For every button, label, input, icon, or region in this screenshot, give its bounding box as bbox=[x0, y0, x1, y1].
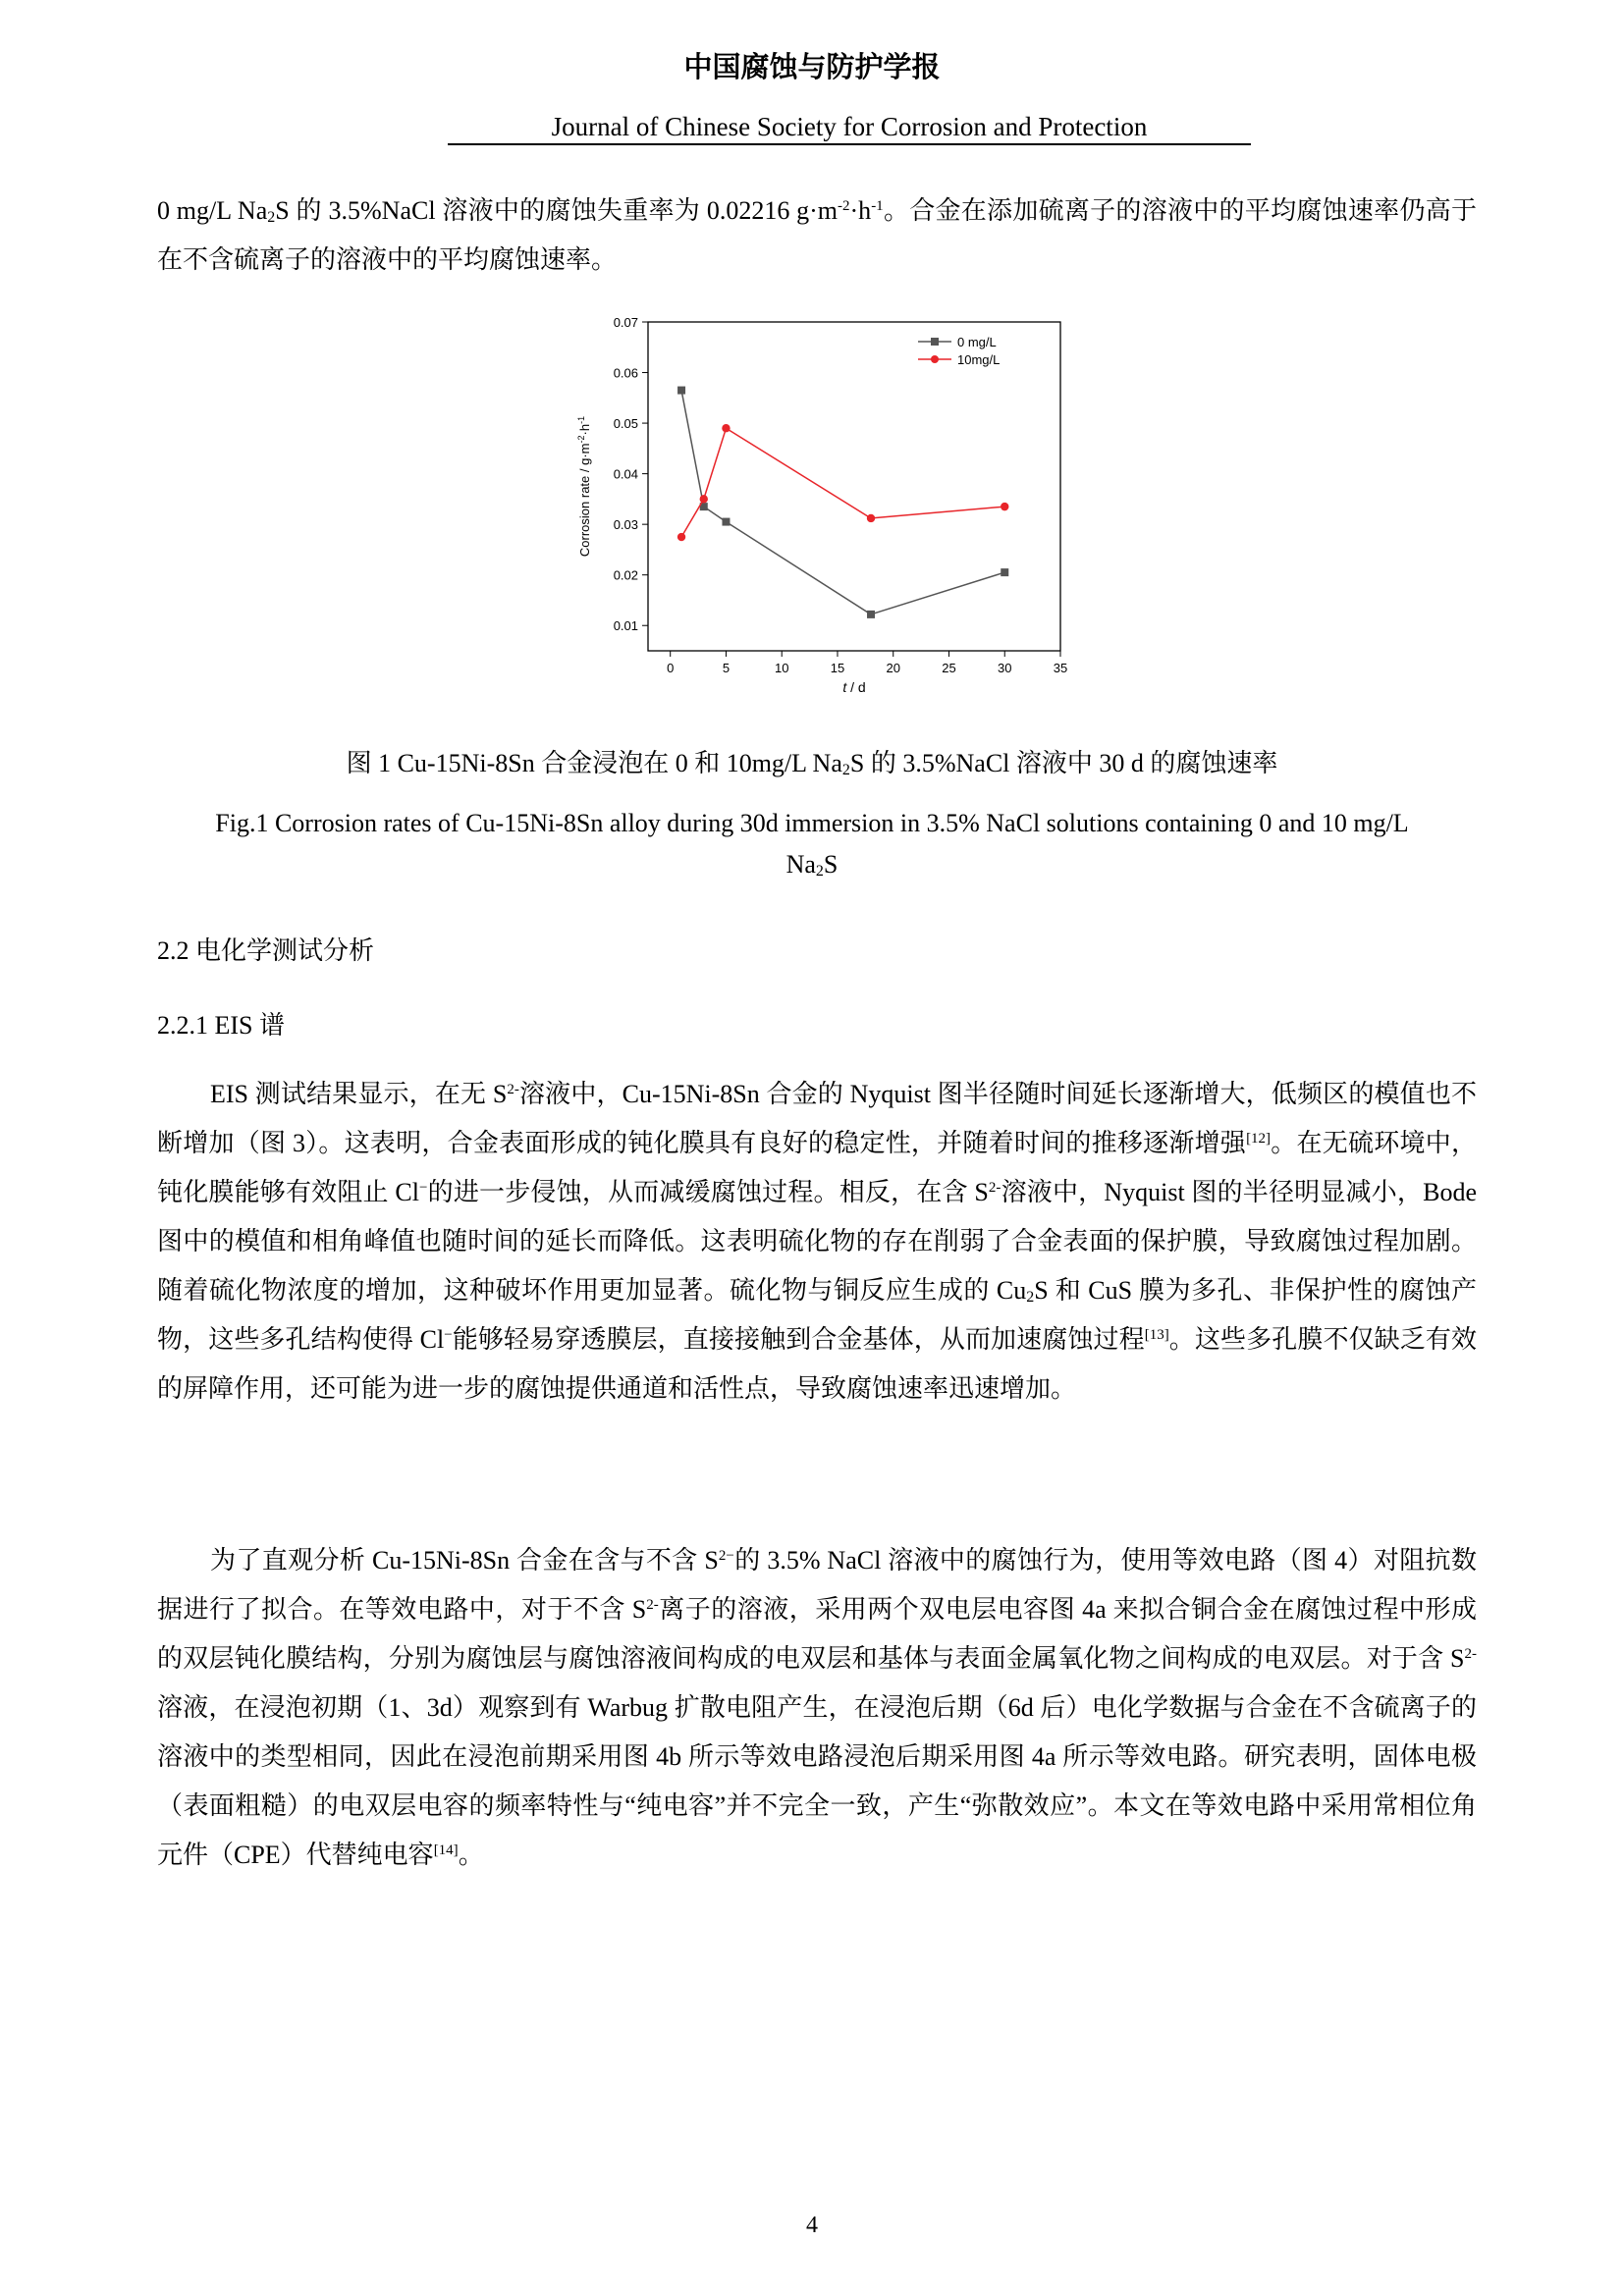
circuit-paragraph: 为了直观分析 Cu-15Ni-8Sn 合金在含与不含 $S^{2-}$的 3.5% NaCl 溶液中的腐蚀行为，使用等效电路（图 4）对阻抗数据进行了拟合。在等效电路中，对于不含 $S^{2-}$离子的溶液，采用两个双电层电容图 4a 来拟合铜合金在腐蚀过程中形成的双层钝化膜结构，分别为腐蚀层与腐蚀溶液间构成的电双层和基体与表面金属氧化物之间构成的电双层。对于含 $S^{2-}$溶液，在浸泡初期（1、3d）观察到有 Warbug 扩散电阻产生，在浸泡后期（6d 后）电化学数据与合金在不含硫离子的溶液中的类型相同，因此在浸泡前期采用图 4b 所示等效电路浸泡后期采用图 4a 所示等效电路。研究表明，固体电极（表面粗糙）的电双层电容的频率特性与“纯电容”并不完全一致，产生“弥散效应”。本文在等效电路中采用常相位角元件（CPE）代替纯电容[14]。 bbox=[157, 1546, 1477, 1869]
y-tick-label: 0.06 bbox=[613, 365, 638, 381]
legend-marker bbox=[931, 355, 939, 363]
legend-marker bbox=[931, 338, 939, 346]
figure-caption-en: Fig.1 Corrosion rates of Cu-15Ni-8Sn alloy during 30d immersion in 3.5% NaCl solutions containing 0 and 10 mg/L $Na_2S$ bbox=[215, 809, 1409, 880]
figure-caption-cn: 图 1 Cu-15Ni-8Sn 合金浸泡在 0 和 10mg/L $Na_2S$ 的 3.5%NaCl 溶液中 30 d 的腐蚀速率 bbox=[346, 749, 1278, 778]
y-tick-label: 0.05 bbox=[613, 416, 638, 432]
x-tick-label: 15 bbox=[830, 661, 845, 675]
eis-paragraph: EIS 测试结果显示，在无 $S^{2-}$溶液中，Cu-15Ni-8Sn 合金的 Nyquist 图半径随时间延长逐渐增大，低频区的模值也不断增加（图 3）。这表明，合金表面形成的钝化膜具有良好的稳定性，并随着时间的推移逐渐增强[12]。在无硫环境中，钝化膜能够有效阻止 Cl−的进一步侵蚀，从而减缓腐蚀过程。相反，在含 $S^{2-}$溶液中，Nyquist 图的半径明显减小，Bode 图中的模值和相角峰值也随时间的延长而降低。这表明硫化物的存在削弱了合金表面的保护膜，导致腐蚀过程加剧。随着硫化物浓度的增加，这种破坏作用更加显著。硫化物与铜反应生成的 $Cu_2S$ 和 CuS 膜为多孔、非保护性的腐蚀产物，这些多孔结构使得 Cl−能够轻易穿透膜层，直接接触到合金基体，从而加速腐蚀过程[13]。这些多孔膜不仅缺乏有效的屏障作用，还可能为进一步的腐蚀提供通道和活性点，导致腐蚀速率迅速增加。 bbox=[157, 1080, 1478, 1403]
y-tick-label: 0.04 bbox=[613, 466, 638, 482]
data-point bbox=[677, 533, 685, 541]
intro-paragraph: 0 mg/L $Na_2S$ 的 3.5%NaCl 溶液中的腐蚀失重率为 0.02216 $g\cdot m^{-2}\cdot h^{-1}$。合金在添加硫离子的溶液中的平均腐蚀速率仍高于在不含硫离子的溶液中的平均腐蚀速率。 bbox=[157, 196, 1477, 274]
series-line-0 bbox=[681, 391, 1004, 614]
page-number: 4 bbox=[806, 2213, 818, 2238]
data-point bbox=[867, 611, 875, 618]
x-axis-label: t / d bbox=[842, 679, 866, 695]
y-tick-label: 0.07 bbox=[613, 315, 638, 330]
x-tick-label: 30 bbox=[998, 661, 1012, 675]
section-heading-2-2-1: 2.2.1 EIS 谱 bbox=[157, 1011, 286, 1040]
data-point bbox=[867, 514, 875, 522]
x-tick-label: 10 bbox=[774, 661, 789, 675]
journal-title-cn: 中国腐蚀与防护学报 bbox=[683, 50, 941, 83]
journal-title-en: Journal of Chinese Society for Corrosion and Protection bbox=[448, 110, 1251, 145]
data-point bbox=[722, 424, 730, 432]
data-point bbox=[1001, 503, 1008, 510]
legend-label: 0 mg/L bbox=[957, 335, 997, 349]
x-tick-label: 5 bbox=[722, 661, 731, 675]
x-tick-label: 25 bbox=[942, 661, 956, 675]
data-point bbox=[700, 495, 708, 503]
y-tick-label: 0.01 bbox=[613, 618, 638, 634]
x-tick-label: 35 bbox=[1053, 661, 1068, 675]
y-tick-label: 0.02 bbox=[613, 567, 638, 583]
y-tick-label: 0.03 bbox=[613, 517, 638, 533]
legend-label: 10mg/L bbox=[957, 352, 1001, 367]
data-point bbox=[1001, 568, 1008, 576]
section-heading-2-2: 2.2 电化学测试分析 bbox=[157, 936, 375, 965]
corrosion-rate-chart bbox=[569, 312, 1080, 695]
data-point bbox=[722, 518, 730, 526]
x-tick-label: 20 bbox=[886, 661, 900, 675]
y-axis-label: Corrosion rate / $g\cdot m^{-2}\cdot h^{-1}$ bbox=[576, 415, 592, 558]
plot-frame bbox=[648, 322, 1060, 651]
x-tick-label: 0 bbox=[667, 661, 675, 675]
data-point bbox=[677, 387, 685, 395]
